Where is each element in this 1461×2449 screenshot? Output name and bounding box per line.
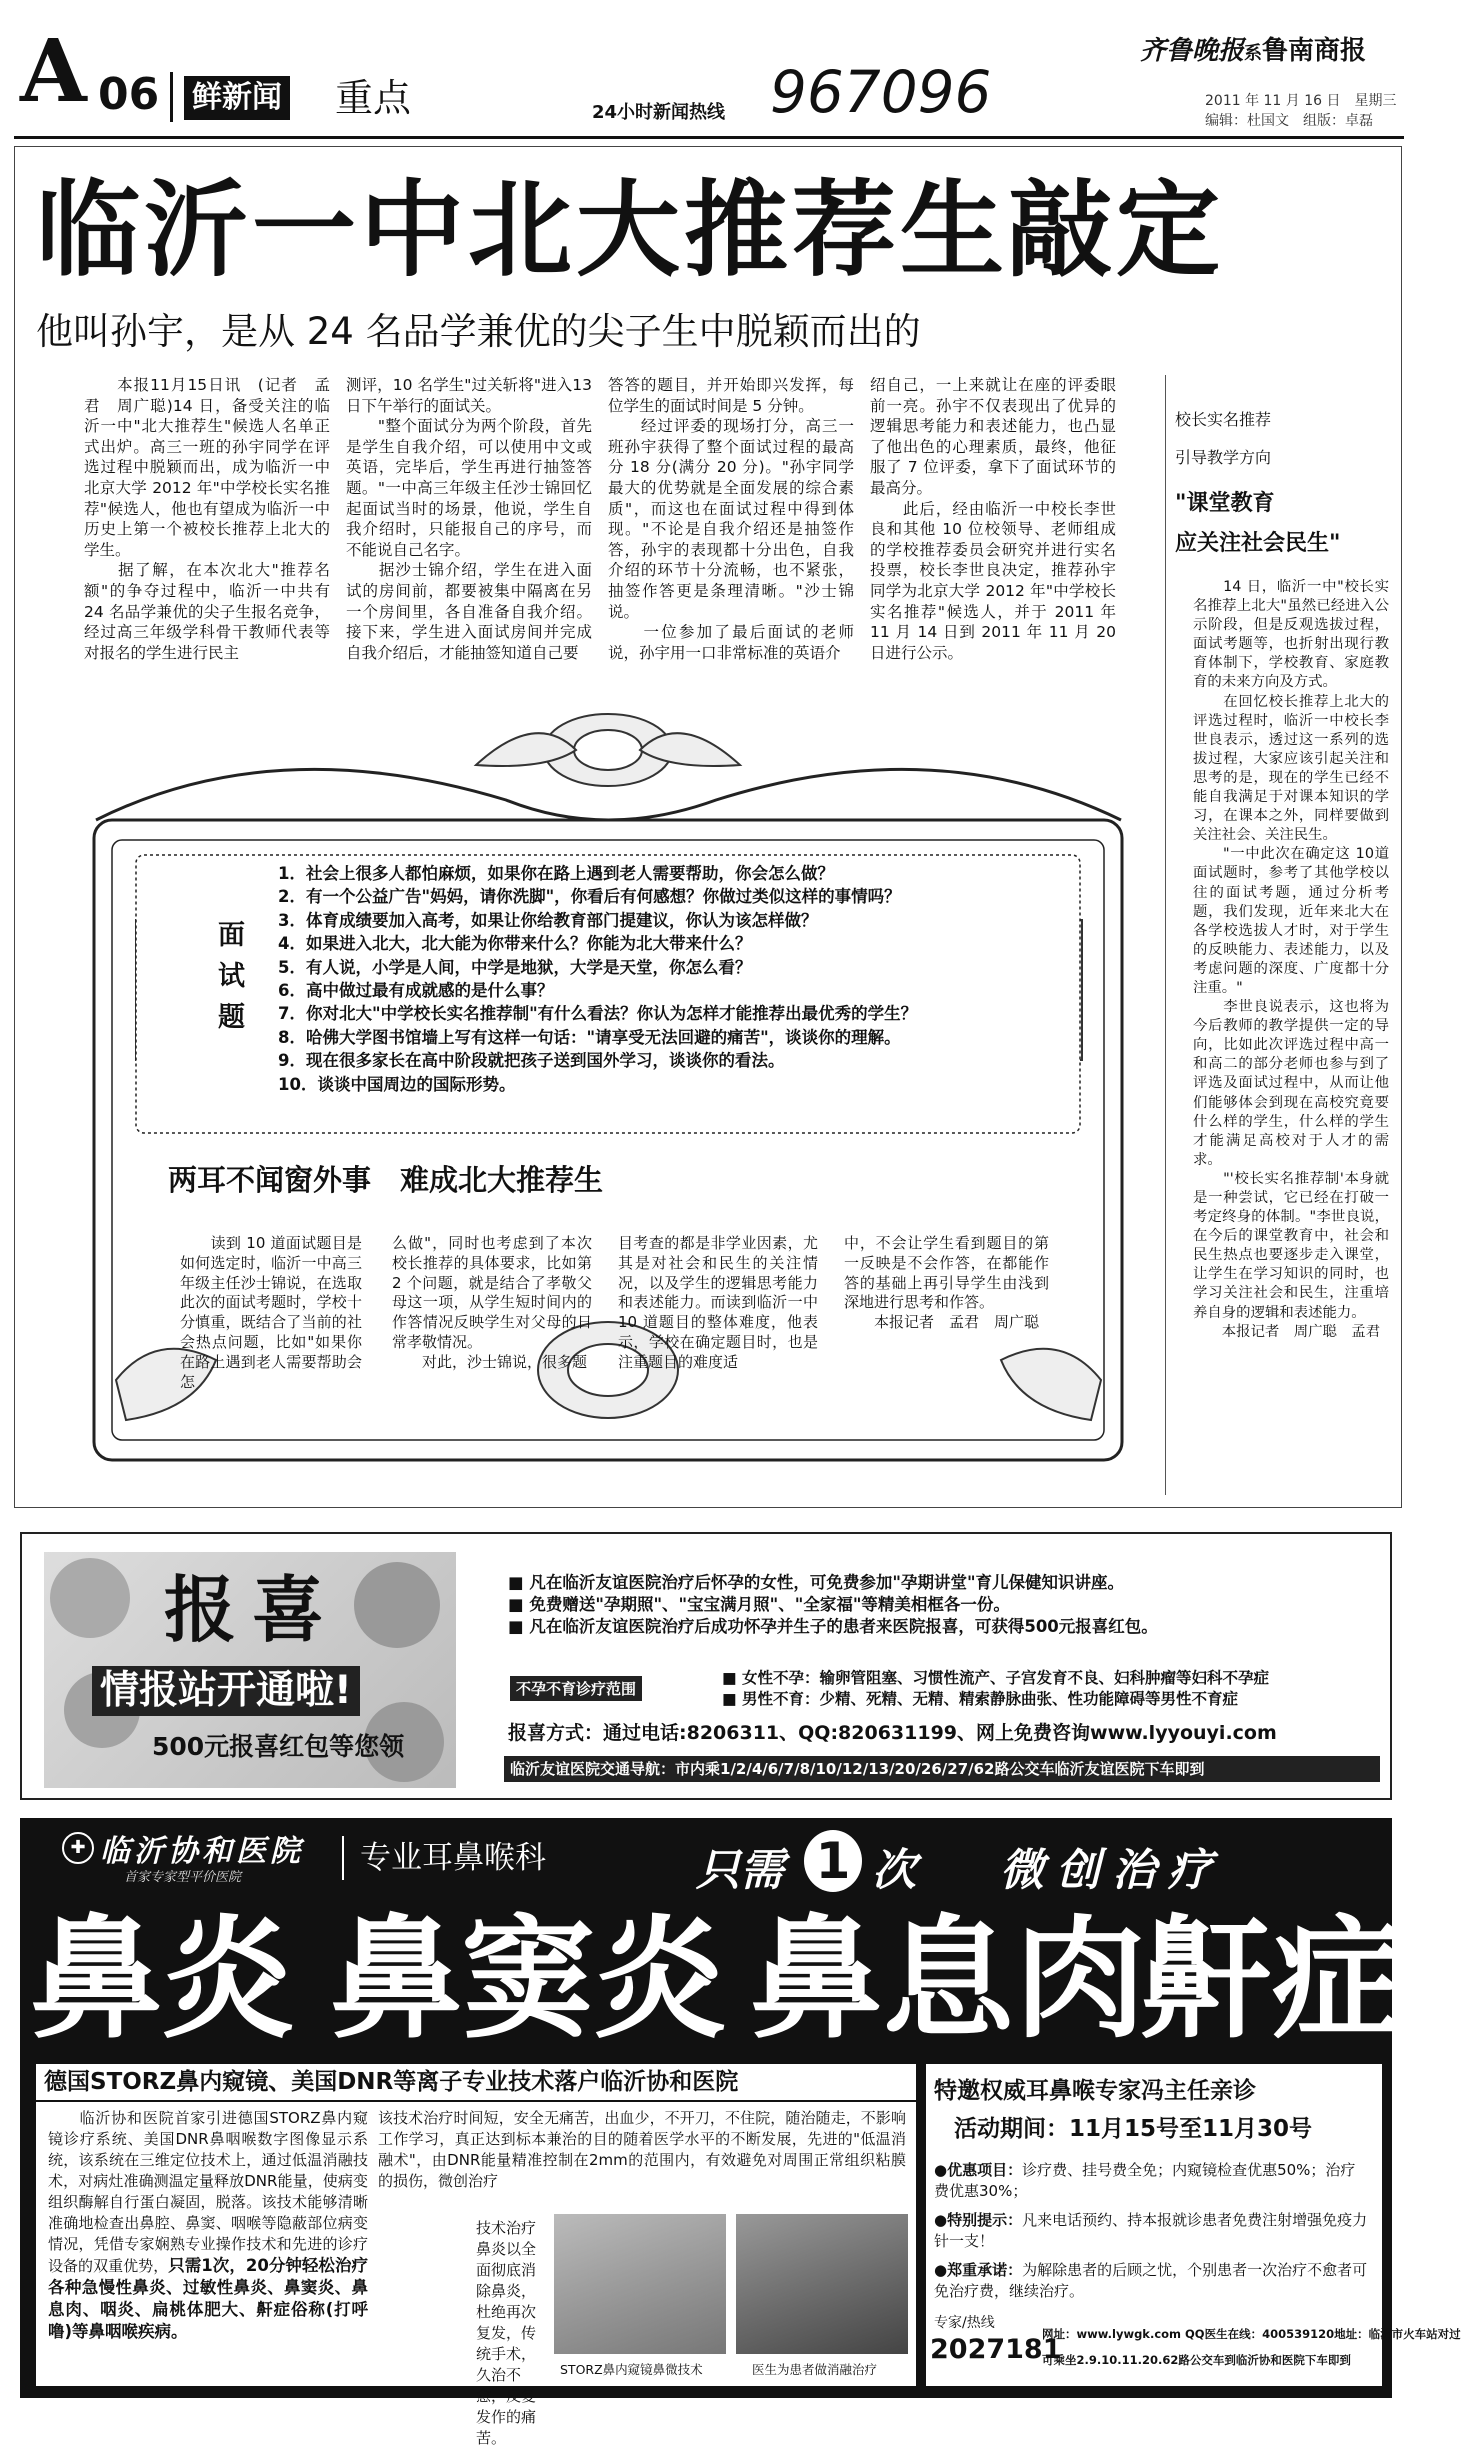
photo-caption: 医生为患者做消融治疗 <box>752 2362 878 2377</box>
headline: 临沂一中北大推荐生敲定 <box>36 169 1225 291</box>
masthead-name-a: 齐鲁晚报 <box>1140 36 1245 66</box>
sidebar-title: "课堂教育 <box>1175 491 1275 516</box>
ad-bullet: ■ 凡在临沂友谊医院治疗后成功怀孕并生子的患者来医院报喜，可获得500元报喜红包。 <box>508 1617 1158 1636</box>
slogan-text: 微创治疗 <box>1000 1845 1224 1896</box>
transport-bar: 临沂友谊医院交通导航：市内乘1/2/4/6/7/8/10/12/13/20/26/27/62路公交车临沂友谊医院下车即到 <box>504 1756 1380 1782</box>
hotline-label: 24小时新闻热线 <box>592 102 726 123</box>
page-letter: A <box>20 21 87 122</box>
baby-photo <box>354 1562 440 1648</box>
treatment-photo <box>736 2214 908 2354</box>
scope-female: ■ 女性不孕：输卵管阻塞、习惯性流产、子宫发育不良、妇科肿瘤等妇科不孕症 <box>722 1669 1270 1687</box>
sub-column-3: 目考查的都是非学业因素，尤其是对社会和民生的关注情况，以及学生的逻辑思考能力和表述能力。而读到临沂一中 10 道题目的整体难度，他表示，学校在确定题目时，也是注重题目的难度适 <box>618 1234 823 1371</box>
slogan-text: 次 <box>872 1845 916 1896</box>
slogan-number: 1 <box>804 1830 862 1892</box>
sidebar <box>1175 405 1395 561</box>
scope-list <box>722 1668 1269 1710</box>
scope-male-text: 男性不育：少精、死精、无精、精索静脉曲张、性功能障碍等男性不育症 <box>742 1690 1239 1708</box>
question-item: 5．有人说，小学是人间，中学是地狱，大学是天堂，你怎么看？ <box>278 957 752 977</box>
tech-bar: 德国STORZ鼻内窥镜、美国DNR等离子专业技术落户临沂协和医院 <box>36 2064 916 2100</box>
disease-word: 鼾症 <box>1140 1903 1404 2057</box>
question-item: 7．你对北大"中学校长实名推荐制"有什么看法？你认为怎样才能推荐出最优秀的学生？ <box>278 1004 918 1024</box>
question-item: 4．如果进入北大，北大能为你带来什么？你能为北大带来什么？ <box>278 934 752 954</box>
scope-male: ■ 男性不育：少精、死精、无精、精索静脉曲张、性功能障碍等男性不育症 <box>722 1690 1239 1708</box>
sub-column-4: 中，不会让学生看到题目的第一反映是不会作答，在都能作答的基础上再引导学生由浅到深地进行思考和作答。 本报记者 孟君 周广聪 <box>844 1234 1049 1332</box>
article-column-4: 绍自己，一上来就让在座的评委眼前一亮。孙宇不仅表现出了优异的逻辑思考能力和表述能力，也凸显了他出色的心理素质，最终，他征服了 7 位评委，拿下了面试环节的最高分。 此后，经由临沂一中校长李世良和其他 10 位校领导、老师组成的学校推荐委员会研究并进行实名投票，校长李世良决定，推荐孙宇同学为北京大学 2012 年"中学校长实名推荐"候选人，并于 2011 年 11 月 14 日到 2011 年 11 月 20 日进行公示。 <box>870 376 1116 662</box>
promo-item <box>934 2260 1370 2302</box>
big-disease-words <box>30 1900 1404 2060</box>
scope-label: 不孕不育诊疗范围 <box>510 1676 642 1701</box>
header-rule <box>14 136 1404 139</box>
ad-youyi-title-3: 500元报喜红包等您领 <box>152 1732 405 1761</box>
question-item: 1．社会上很多人都怕麻烦，如果你在路上遇到老人需要帮助，你会怎么做？ <box>278 864 834 883</box>
hospital-slogan: 首家专家型平价医院 <box>124 1870 242 1885</box>
ad2-body-left <box>48 2108 368 2343</box>
disease-word: 鼻息肉 <box>750 1903 1146 2057</box>
slogan-box <box>680 1830 1390 1896</box>
activity-period: 活动期间：11月15号至11月30号 <box>954 2116 1313 2142</box>
page-header <box>0 0 1417 140</box>
hotline-number-ad2: 2027181 <box>930 2334 1062 2365</box>
article-column-2: 测评，10 名学生"过关斩将"进入13 日下午举行的面试关。 "整个面试分为两个阶段，首先是学生自我介绍，可以使用中文或英语，完毕后，学生再进行抽签答题。"一中高三年级主任沙士锦回忆起面试当时的场景，他说，学生自我介绍时，只能报自己的序号，而不能说自己名字。 据沙士锦介绍，学生在进入面试的房间前，都要被集中隔离在另一个房间里，各自准备自我介绍。接下来，学生进入面试房间并完成自我介绍后，才能抽签知道自己要 <box>346 376 592 662</box>
sidebar-divider <box>1165 375 1166 1495</box>
date-line: 2011 年 11 月 16 日 星期三 <box>1205 93 1397 109</box>
question-item: 10．谈谈中国周边的国际形势。 <box>278 1074 516 1094</box>
ad-youyi-title-big: 报喜 <box>164 1568 341 1652</box>
disease-word: 鼻炎 <box>30 1903 294 2057</box>
header-divider <box>170 72 173 122</box>
promo-label: ●特别提示： <box>934 2211 1023 2229</box>
disease-word: 鼻窦炎 <box>330 1903 726 2057</box>
article-column-1: 本报11月15日讯 (记者 孟君 周广聪)14 日，备受关注的临沂一中"北大推荐生"候选人名单正式出炉。高三一班的孙宇同学在评选过程中脱颖而出，成为临沂一中北京大学 2012 年"中学校长实名推荐"候选人，他也有望成为临沂一中历史上第一个被校长推荐上北大的学生。 据了解，在本次北大"推荐名额"的争夺过程中，临沂一中共有 24 名品学兼优的尖子生报名竞争，经过高三年级学科骨干教师代表等对报名的学生进行民主 <box>84 376 330 662</box>
hospital-name: 临沂协和医院 <box>100 1834 304 1869</box>
promo-item <box>934 2210 1370 2252</box>
promo-text: 为解除患者的后顾之忧，个别患者一次治疗不愈者可免治疗费，继续治疗。 <box>934 2261 1368 2300</box>
section-name: 重点 <box>335 76 412 120</box>
ad-youyi-title-2: 情报站开通啦! <box>92 1666 360 1716</box>
subheadline: 他叫孙宇，是从 24 名品学兼优的尖子生中脱颖而出的 <box>36 310 921 353</box>
section-brand: 鲜新闻 <box>184 76 290 120</box>
storz-photo <box>554 2214 726 2354</box>
sidebar-body: 14 日，临沂一中"校长实名推荐上北大"虽然已经进入公示阶段，但是反观选拔过程，面试考题等，也折射出现行教育体制下，学校教育、家庭教育的未来方向及方式。 在回忆校长推荐上北大的评选过程时，临沂一中校长李世良表示，透过这一系列的选拔过程，大家应该引起关注和思考的是，现在的学生已经不能自我满足于对课本知识的学习，在课本之外，同样要做到关注社会、关注民生。 "一中此次在确定这 10道面试题时，参考了其他学校以往的面试考题，通过分析考题，我们发现，近年来北大在各学校选拔人才时，对于学生的反映能力、表述能力，以及考虑问题的深度、广度都十分注重。" 李世良说表示，这也将为今后教师的教学提供一定的导向，比如此次评选过程中高一和高二的部分老师也参与到了评选及面试过程中，从而让他们能够体会到现在高校究竟要什么样的学生，什么样的学生才能满足高校对于人才的需求。 "'校长实名推荐制'本身就是一种尝试，它已经在打破一考定终身的体制。"李世良说，在今后的课堂教育中，社会和民生热点也要逐步走入课堂，让学生在学习知识的同时，也学习关注社会和民生，注重培养自身的逻辑和表述能力。 本报记者 周广聪 孟君 <box>1193 579 1389 1340</box>
promo-label: ●优惠项目： <box>934 2161 1023 2179</box>
scope-female-text: 女性不孕：输卵管阻塞、习惯性流产、子宫发育不良、妇科肿瘤等妇科不孕症 <box>742 1669 1270 1687</box>
site-line: 网址：www.lywgk.com QQ医生在线：400539120地址：临沂市火车站对过 <box>1042 2327 1461 2341</box>
ad-bullet-text: 凡在临沂友谊医院治疗后怀孕的女性，可免费参加"孕期讲堂"育儿保健知识讲座。 <box>529 1573 1125 1592</box>
question-item: 2．有一个公益广告"妈妈，请你洗脚"，你看后有何感想？你做过类似这样的事情吗？ <box>278 887 901 907</box>
question-item: 9．现在很多家长在高中阶段就把孩子送到国外学习，谈谈你的看法。 <box>278 1051 785 1071</box>
ad-youyi-bullets <box>508 1572 1388 1638</box>
ad2-body-mid-top: 该技术治疗时间短，安全无痛苦，出血少，不开刀，不住院，随治随走，不影响工作学习，真正达到标本兼治的目的随着医学水平的不断发展，先进的"低温消融术"，由DNR能量精准控制在2mm的范围内，有效避免对周围正常组织粘膜的损伤，微创治疗 <box>378 2109 906 2190</box>
dept-divider <box>342 1836 344 1880</box>
masthead <box>1140 30 1366 67</box>
ad2-body-mid-side: 技术治疗鼻炎以全面彻底消除鼻炎，杜绝再次复发，传统手术，久治不愈，反复发作的痛苦。 <box>476 2219 537 2447</box>
promo-list <box>934 2160 1370 2302</box>
question-item: 8．哈佛大学图书馆墙上写有这样一句话："请享受无法回避的痛苦"，谈谈你的理解。 <box>278 1027 901 1047</box>
sidebar-kicker: 校长实名推荐 <box>1175 410 1272 429</box>
ad-bullet: ■ 凡在临沂友谊医院治疗后怀孕的女性，可免费参加"孕期讲堂"育儿保健知识讲座。 <box>508 1573 1125 1592</box>
ad-bullet: ■ 免费赠送"孕期照"、"宝宝满月照"、"全家福"等精美相框各一份。 <box>508 1595 1010 1614</box>
ad2-body-left-bold: 只需1次，20分钟轻松治疗各种急慢性鼻炎、过敏性鼻炎、鼻窦炎、鼻息肉、咽炎、扁桃体肥大、鼾症俗称(打呼噜)等鼻咽喉疾病。 <box>48 2256 368 2341</box>
ad-bullet-text: 凡在临沂友谊医院治疗后成功怀孕并生子的患者来医院报喜，可获得500元报喜红包。 <box>529 1617 1158 1636</box>
promo-label: ●郑重承诺： <box>934 2261 1023 2279</box>
questions-label: 面试题 <box>213 920 244 1043</box>
dept-name: 专业耳鼻喉科 <box>360 1840 546 1876</box>
masthead-sep: 系 <box>1244 43 1263 64</box>
editor-line: 编辑：杜国文 组版：卓磊 <box>1205 113 1373 129</box>
hotline-label-ad2: 专家/热线 <box>934 2315 995 2331</box>
sub-column-1: 读到 10 道面试题目是如何选定时，临沂一中高三年级主任沙士锦说，在选取此次的面试考题时，学校十分慎重，既结合了当前的社会热点问题，比如"如果你在路上遇到老人需要帮助会怎 <box>180 1234 362 1391</box>
promo-text: 凡来电话预约、持本报就诊患者免费注射增强免疫力针一支！ <box>934 2211 1368 2250</box>
frame-subhead: 两耳不闻窗外事 难成北大推荐生 <box>168 1163 604 1197</box>
contact-line: 报喜方式：通过电话:8206311、QQ:820631199、网上免费咨询www.lyyouyi.com <box>508 1722 1277 1744</box>
question-item: 6．高中做过最有成就感的是什么事？ <box>278 981 554 1001</box>
question-item: 3．体育成绩要加入高考，如果让你给教育部门提建议，你认为该怎样做？ <box>278 910 818 930</box>
promo-item <box>934 2160 1370 2202</box>
sidebar-title: 应关注社会民生" <box>1175 531 1341 556</box>
slogan-text: 只需 <box>696 1845 784 1896</box>
page-number: 06 <box>98 69 160 120</box>
expert-title: 特邀权威耳鼻喉专家冯主任亲诊 <box>934 2078 1256 2104</box>
photo-caption: STORZ鼻内窥镜鼻微技术 <box>560 2362 703 2377</box>
ad2-body-left-text: 临沂协和医院首家引进德国STORZ鼻内窥镜诊疗系统、美国DNR鼻咽喉数字图像显示系统，该系统在三维定位技术上，通过低温消融技术，对病灶准确测温定量释放DNR能量，使病变组织酶解自行蛋白凝固，脱落。该技术能够清晰准确地检查出鼻腔、鼻窦、咽喉等隐蔽部位病变情况，凭借专家娴熟专业操作技术和先进的诊疗设备的双重优势， <box>48 2109 368 2275</box>
article-column-3: 答答的题目，并开始即兴发挥，每位学生的面试时间是 5 分钟。 经过评委的现场打分，高三一班孙宇获得了整个面试过程的最高分 18 分(满分 20 分)。"孙宇同学最大的优势就是全面发展的综合素质"，而这也在面试过程中得到体现。"不论是自我介绍还是抽签作答，孙宇的表现都十分出色，自我介绍的环节十分流畅，也不紧张，抽签作答更是条理清晰。"沙士锦说。 一位参加了最后面试的老师说，孙宇用一口非常标准的英语介 <box>608 376 854 662</box>
sidebar-kicker: 引导教学方向 <box>1175 448 1272 467</box>
sub-column-2: 么做"，同时也考虑到了本次校长推荐的具体要求，比如第 2 个问题，就是结合了孝敬父母这一项，从学生短时间内的作答情况反映学生对父母的日常孝敬情况。 对此，沙士锦说，很多题 <box>392 1234 592 1371</box>
hospital-logo-icon: ✚ <box>62 1832 94 1864</box>
hotline-number: 967096 <box>770 58 992 126</box>
bus-line: 可乘坐2.9.10.11.20.62路公交车到临沂协和医院下车即到 <box>1042 2353 1351 2367</box>
baby-photo <box>50 1558 130 1638</box>
masthead-name-b: 鲁南商报 <box>1262 36 1367 66</box>
ad-bullet-text: 免费赠送"孕期照"、"宝宝满月照"、"全家福"等精美相框各一份。 <box>529 1595 1010 1614</box>
question-list <box>278 862 1098 1096</box>
promo-text: 诊疗费、挂号费全免；内窥镜检查优惠50%；治疗费优惠30%； <box>934 2161 1356 2200</box>
